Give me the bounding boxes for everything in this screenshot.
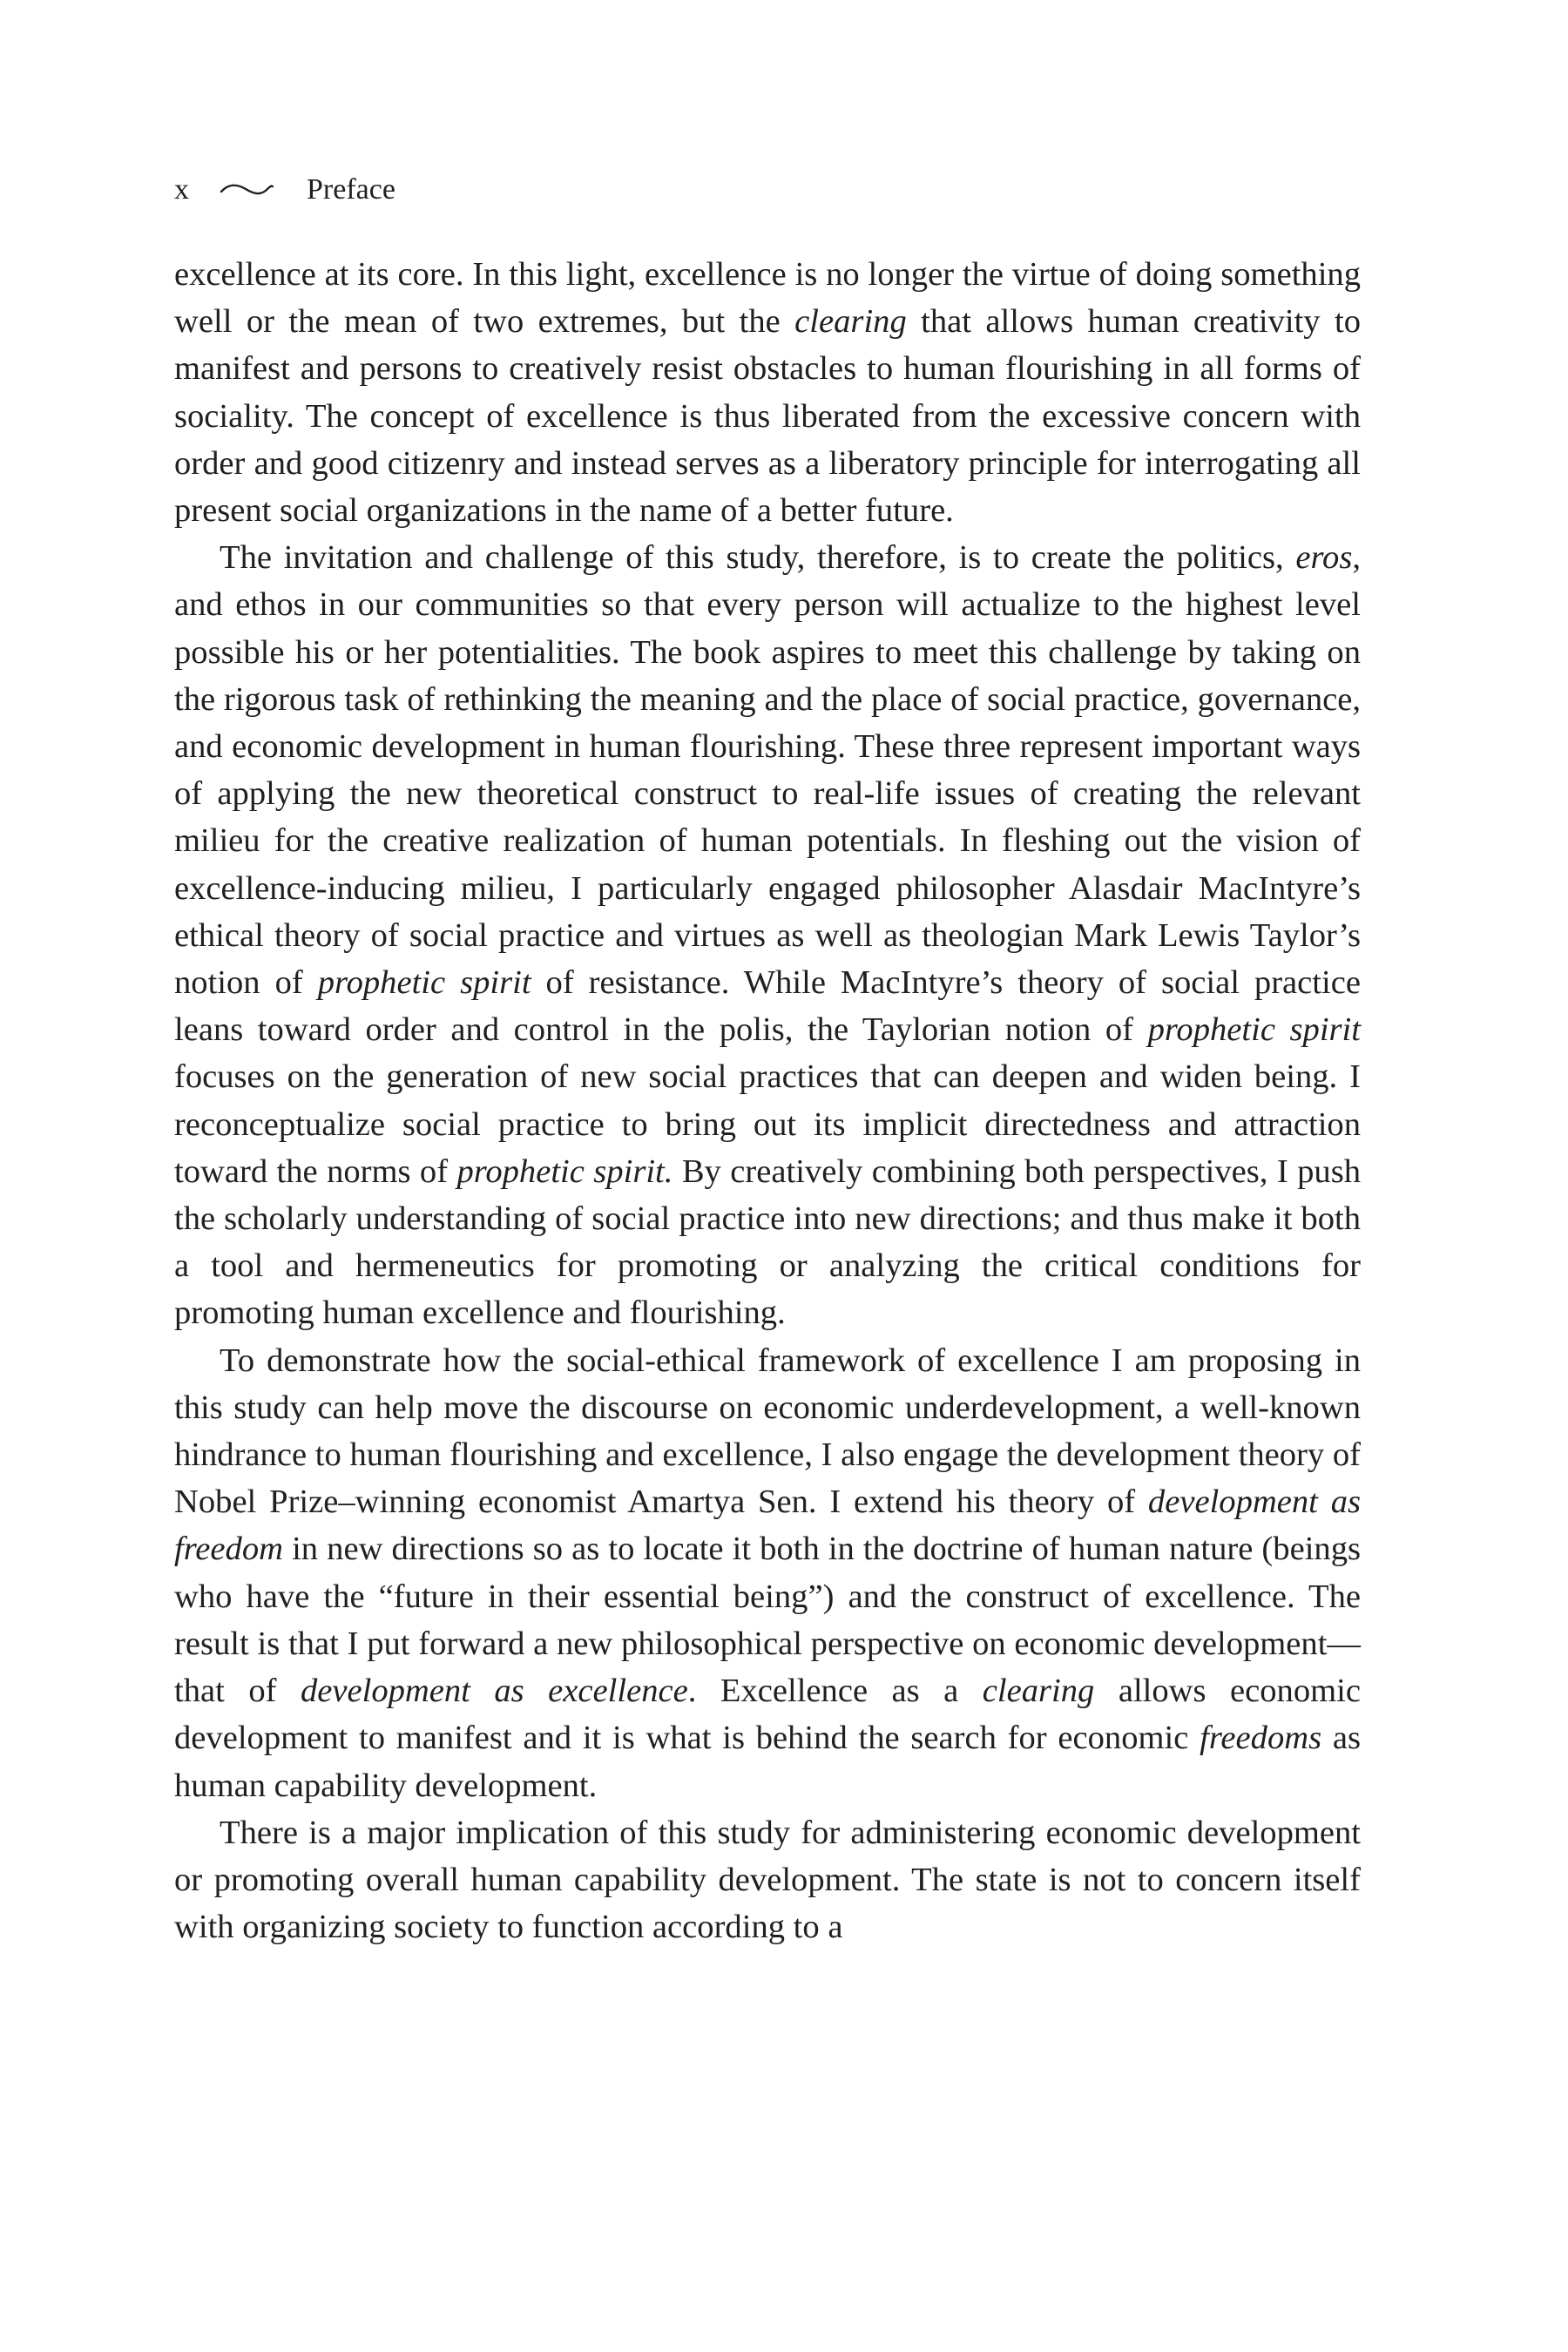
italic-run: eros bbox=[1295, 539, 1353, 577]
paragraph bbox=[174, 1809, 1361, 1951]
italic-run: clearing bbox=[982, 1673, 1095, 1710]
text-run: , and ethos in our communities so that every person will actualize to the highest level possible his or her potentialities. The book aspires to meet this challenge by taking on the rigorous task of rethinking the meaning and the place of social practice, governance, and economic development in human flourishing. These three represent important ways of applying the new theoretical construct to real-life issues of creating the relevant milieu for the creative realization of human potentials. In fleshing out the vision of excellence-inducing milieu, I particularly engaged philosopher Alasdair MacIntyre’s ethical theory of social practice and virtues as well as theologian Mark Lewis Taylor’s notion of bbox=[174, 539, 1361, 1002]
body-text bbox=[174, 251, 1361, 1950]
italic-run: freedoms bbox=[1200, 1720, 1322, 1757]
text-run: The invitation and challenge of this study, therefore, is to create the politics, bbox=[220, 539, 1296, 577]
paragraph bbox=[174, 1337, 1361, 1809]
page-number: x bbox=[174, 173, 189, 206]
italic-run: clearing bbox=[794, 303, 907, 341]
running-title: Preface bbox=[307, 173, 395, 206]
paragraph bbox=[174, 534, 1361, 1336]
text-run: of resistance. While MacIntyre’s theory of social practice leans toward order and control in the polis, the Taylorian notion of bbox=[174, 964, 1361, 1049]
book-page bbox=[174, 0, 1361, 2352]
italic-run: prophetic spirit bbox=[1147, 1011, 1361, 1049]
text-run: To demonstrate how the social-ethical framework of excellence I am proposing in this study can help move the discourse on economic underdevelopment, a well-known hindrance to human flourishing and excellence, I also engage the development theory of Nobel Prize–winning economist Amartya Sen. I extend his theory of bbox=[174, 1342, 1361, 1521]
text-run: excellence at its core. In this light, excellence is no longer the virtue of doing something well or the mean of two extremes, but the bbox=[174, 256, 1361, 341]
text-run: as human capability development. bbox=[174, 1720, 1362, 1804]
italic-run: prophetic spirit bbox=[317, 964, 531, 1002]
text-run: By creatively combining both perspectives, I push the scholarly understanding of social practice into new directions; and thus make it both a tool and hermeneutics for promoting or analyzing the critical conditions for promoting human excellence and flourishing. bbox=[174, 1152, 1361, 1332]
text-run: that allows human creativity to manifest and persons to creatively resist obstacles to human flourishing in all forms of sociality. The concept of excellence is thus liberated from the excessive concern with order and good citizenry and instead serves as a liberatory principle for interrogating all present social organizations in the name of a better future. bbox=[174, 303, 1361, 530]
italic-run: development as freedom bbox=[174, 1484, 1361, 1568]
tilde-swash-ornament-icon bbox=[220, 181, 274, 199]
text-run: . Excellence as a bbox=[687, 1673, 983, 1710]
text-run: in new directions so as to locate it both in the doctrine of human nature (beings who have the “future in their essential being”) and the construct of excellence. The result is that I put forward a new philosophical perspective on economic development—that of bbox=[174, 1531, 1361, 1710]
paragraph bbox=[174, 251, 1361, 534]
text-run: There is a major implication of this study for administering economic development or promoting overall human capability development. The state is not to concern itself with organizing society to function according to a bbox=[174, 1814, 1361, 1946]
text-run: allows economic development to manifest and it is what is behind the search for economic bbox=[174, 1673, 1361, 1757]
text-run: focuses on the generation of new social practices that can deepen and widen being. I reconceptualize social practice to bring out its implicit directedness and attraction toward the norms of bbox=[174, 1058, 1361, 1190]
italic-run: prophetic spirit. bbox=[456, 1152, 673, 1190]
running-head bbox=[174, 171, 395, 209]
italic-run: development as excellence bbox=[300, 1673, 688, 1710]
